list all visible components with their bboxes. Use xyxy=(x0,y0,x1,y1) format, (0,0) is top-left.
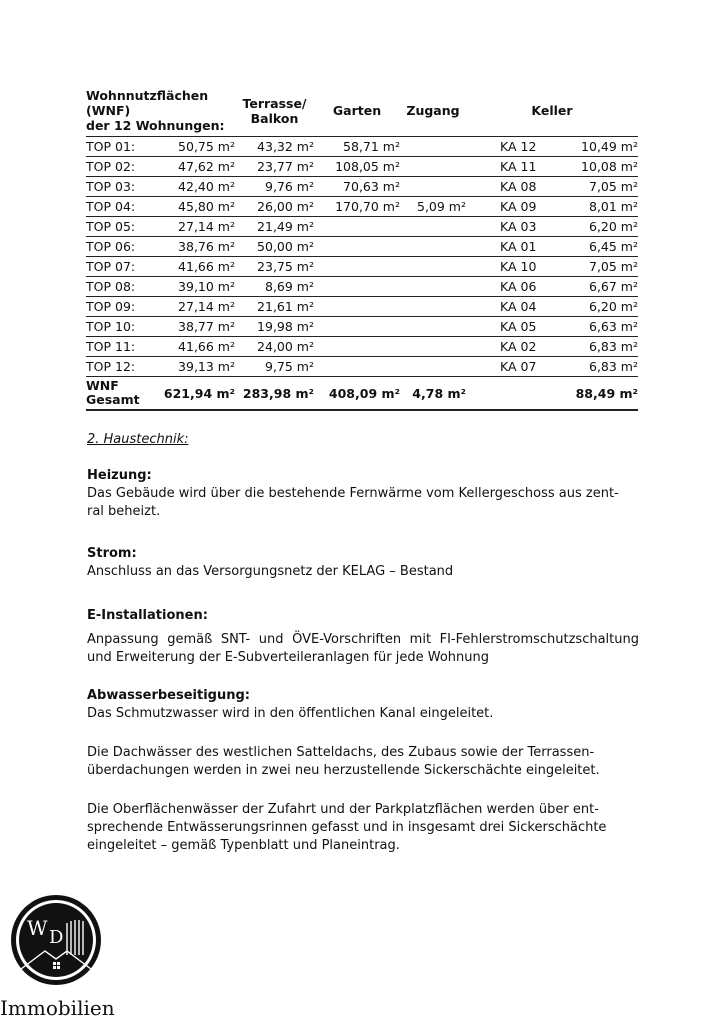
cell-wnf: 38,76 m² xyxy=(156,237,235,257)
cell-cellar-area: 7,05 m² xyxy=(560,177,638,197)
total-access: 4,78 m² xyxy=(400,377,466,411)
cell-cellar-area: 10,08 m² xyxy=(560,157,638,177)
power-title: Strom: xyxy=(87,546,137,561)
sewage-title: Abwasserbeseitigung: xyxy=(87,688,250,703)
cell-wnf: 38,77 m² xyxy=(156,317,235,337)
heating-block xyxy=(87,467,639,521)
table-total-row xyxy=(86,377,638,411)
cell-access xyxy=(400,257,466,277)
cell-wnf: 27,14 m² xyxy=(156,297,235,317)
cell-cellar-area: 6,45 m² xyxy=(560,237,638,257)
roof-water-text: Die Dachwässer des westlichen Satteldachs, des Zubaus sowie der Terrassen- überdachungen werden in zwei neu herzustellende Sickerschächte eingeleitet. xyxy=(87,745,600,778)
table-row xyxy=(86,337,638,357)
cell-access xyxy=(400,237,466,257)
cell-wnf: 39,13 m² xyxy=(156,357,235,377)
cell-terrace: 24,00 m² xyxy=(235,337,314,357)
table-row xyxy=(86,277,638,297)
table-row xyxy=(86,357,638,377)
cell-garden xyxy=(314,277,400,297)
cell-terrace: 23,77 m² xyxy=(235,157,314,177)
table-header-row xyxy=(86,88,638,137)
cell-garden xyxy=(314,357,400,377)
table-body xyxy=(86,137,638,411)
cell-garden xyxy=(314,297,400,317)
cell-cellar-area: 6,20 m² xyxy=(560,217,638,237)
cellar-id-label: KA 10 xyxy=(500,259,537,274)
svg-text:D: D xyxy=(49,927,64,948)
cell-unit: TOP 09: xyxy=(86,297,156,317)
heating-title: Heizung: xyxy=(87,468,152,483)
total-terrace: 283,98 m² xyxy=(235,377,314,411)
cell-terrace: 43,32 m² xyxy=(235,137,314,157)
cell-garden: 108,05 m² xyxy=(314,157,400,177)
cell-unit: TOP 11: xyxy=(86,337,156,357)
cell-cellar-id xyxy=(466,157,560,177)
cell-cellar-area: 10,49 m² xyxy=(560,137,638,157)
table-row xyxy=(86,217,638,237)
cell-unit: TOP 12: xyxy=(86,357,156,377)
cell-cellar-area: 7,05 m² xyxy=(560,257,638,277)
cell-garden xyxy=(314,237,400,257)
house-logo-icon xyxy=(9,893,103,987)
total-label-line2: Gesamt xyxy=(86,392,140,407)
table-row xyxy=(86,317,638,337)
cell-wnf: 41,66 m² xyxy=(156,337,235,357)
cellar-id-label: KA 07 xyxy=(500,359,537,374)
cell-garden xyxy=(314,337,400,357)
cell-cellar-id xyxy=(466,217,560,237)
cell-access xyxy=(400,317,466,337)
cell-cellar-area: 6,63 m² xyxy=(560,317,638,337)
table-row xyxy=(86,177,638,197)
table-row xyxy=(86,137,638,157)
roof-water-block xyxy=(87,744,639,780)
cell-cellar-id xyxy=(466,357,560,377)
sewage-block xyxy=(87,687,639,723)
cell-access xyxy=(400,337,466,357)
table-row xyxy=(86,237,638,257)
table-row xyxy=(86,157,638,177)
cell-unit: TOP 05: xyxy=(86,217,156,237)
cell-terrace: 23,75 m² xyxy=(235,257,314,277)
cell-access xyxy=(400,297,466,317)
table-row xyxy=(86,197,638,217)
cell-cellar-id xyxy=(466,237,560,257)
header-terrace xyxy=(235,88,314,137)
cell-unit: TOP 08: xyxy=(86,277,156,297)
cellar-id-label: KA 04 xyxy=(500,299,537,314)
cell-access xyxy=(400,137,466,157)
cell-access xyxy=(400,157,466,177)
cell-terrace: 9,76 m² xyxy=(235,177,314,197)
cellar-id-label: KA 06 xyxy=(500,279,537,294)
cell-terrace: 19,98 m² xyxy=(235,317,314,337)
header-terrace-line1: Terrasse/ xyxy=(242,95,307,111)
sewage-text: Das Schmutzwasser wird in den öffentlichen Kanal eingeleitet. xyxy=(87,706,494,721)
header-wnf-line2: (WNF) xyxy=(86,103,131,118)
total-wnf: 621,94 m² xyxy=(156,377,235,411)
cell-access: 5,09 m² xyxy=(400,197,466,217)
total-cellar-spacer xyxy=(466,377,560,411)
cell-wnf: 50,75 m² xyxy=(156,137,235,157)
cell-cellar-id xyxy=(466,197,560,217)
cell-cellar-id xyxy=(466,317,560,337)
cell-unit: TOP 01: xyxy=(86,137,156,157)
surface-water-text: Die Oberflächenwässer der Zufahrt und der Parkplatzflächen werden über ent- sprechende Entwässerungsrinnen gefasst und in insgesamt drei Sickerschächte eingeleitet – gemäß Typenblatt und Planeintrag. xyxy=(87,802,607,853)
cell-garden xyxy=(314,317,400,337)
total-garden: 408,09 m² xyxy=(314,377,400,411)
cell-terrace: 26,00 m² xyxy=(235,197,314,217)
cell-unit: TOP 06: xyxy=(86,237,156,257)
cell-terrace: 50,00 m² xyxy=(235,237,314,257)
header-terrace-line2: Balkon xyxy=(250,110,299,126)
cell-wnf: 42,40 m² xyxy=(156,177,235,197)
cell-cellar-area: 6,67 m² xyxy=(560,277,638,297)
cellar-id-label: KA 11 xyxy=(500,159,537,174)
cell-cellar-area: 6,83 m² xyxy=(560,357,638,377)
cell-garden: 58,71 m² xyxy=(314,137,400,157)
cell-cellar-id xyxy=(466,257,560,277)
cell-garden: 170,70 m² xyxy=(314,197,400,217)
cell-terrace: 9,75 m² xyxy=(235,357,314,377)
power-block xyxy=(87,545,639,581)
cell-wnf: 39,10 m² xyxy=(156,277,235,297)
header-wnf-line3: der 12 Wohnungen: xyxy=(86,118,225,133)
svg-text:W: W xyxy=(27,916,48,940)
cell-wnf: 27,14 m² xyxy=(156,217,235,237)
total-cellar-area: 88,49 m² xyxy=(560,377,638,411)
cell-garden: 70,63 m² xyxy=(314,177,400,197)
living-area-table xyxy=(86,88,638,411)
electric-text: Anpassung gemäß SNT- und ÖVE-Vorschriften mit FI-Fehlerstromschutzschaltung und Erweiterung der E-Subverteileranlagen für jede Wohnung xyxy=(87,632,639,665)
electric-title: E-Installationen: xyxy=(87,608,208,623)
total-label-line1: WNF xyxy=(86,378,119,393)
cell-access xyxy=(400,177,466,197)
cell-unit: TOP 04: xyxy=(86,197,156,217)
cell-access xyxy=(400,357,466,377)
cell-garden xyxy=(314,217,400,237)
cellar-id-label: KA 08 xyxy=(500,179,537,194)
cell-wnf: 41,66 m² xyxy=(156,257,235,277)
power-text: Anschluss an das Versorgungsnetz der KELAG – Bestand xyxy=(87,564,454,579)
cellar-id-label: KA 05 xyxy=(500,319,537,334)
cell-cellar-id xyxy=(466,297,560,317)
table-row xyxy=(86,297,638,317)
header-wnf-line1: Wohnnutzflächen xyxy=(86,88,209,103)
cellar-id-label: KA 12 xyxy=(500,139,537,154)
cell-access xyxy=(400,217,466,237)
section-heading-haustechnik: 2. Haustechnik: xyxy=(87,432,189,447)
cellar-id-label: KA 02 xyxy=(500,339,537,354)
cell-cellar-id xyxy=(466,177,560,197)
cell-cellar-id xyxy=(466,137,560,157)
cell-cellar-area: 6,83 m² xyxy=(560,337,638,357)
header-wnf xyxy=(86,88,235,137)
cell-terrace: 21,49 m² xyxy=(235,217,314,237)
cell-unit: TOP 02: xyxy=(86,157,156,177)
cell-unit: TOP 03: xyxy=(86,177,156,197)
header-access: Zugang xyxy=(400,88,466,137)
cell-unit: TOP 07: xyxy=(86,257,156,277)
logo-name: Immobilien xyxy=(0,996,115,1020)
cell-terrace: 21,61 m² xyxy=(235,297,314,317)
cell-garden xyxy=(314,257,400,277)
electric-block xyxy=(87,607,639,667)
header-cellar: Keller xyxy=(466,88,638,137)
cellar-id-label: KA 03 xyxy=(500,219,537,234)
cell-cellar-id xyxy=(466,337,560,357)
cell-cellar-area: 8,01 m² xyxy=(560,197,638,217)
surface-water-block xyxy=(87,801,639,855)
cell-terrace: 8,69 m² xyxy=(235,277,314,297)
total-label xyxy=(86,377,156,411)
header-garden: Garten xyxy=(314,88,400,137)
cell-wnf: 45,80 m² xyxy=(156,197,235,217)
table-row xyxy=(86,257,638,277)
cellar-id-label: KA 01 xyxy=(500,239,537,254)
cell-unit: TOP 10: xyxy=(86,317,156,337)
cellar-id-label: KA 09 xyxy=(500,199,537,214)
cell-cellar-id xyxy=(466,277,560,297)
heating-text: Das Gebäude wird über die bestehende Fernwärme vom Kellergeschoss aus zent- ral beheizt. xyxy=(87,486,619,519)
cell-wnf: 47,62 m² xyxy=(156,157,235,177)
cell-access xyxy=(400,277,466,297)
cell-cellar-area: 6,20 m² xyxy=(560,297,638,317)
